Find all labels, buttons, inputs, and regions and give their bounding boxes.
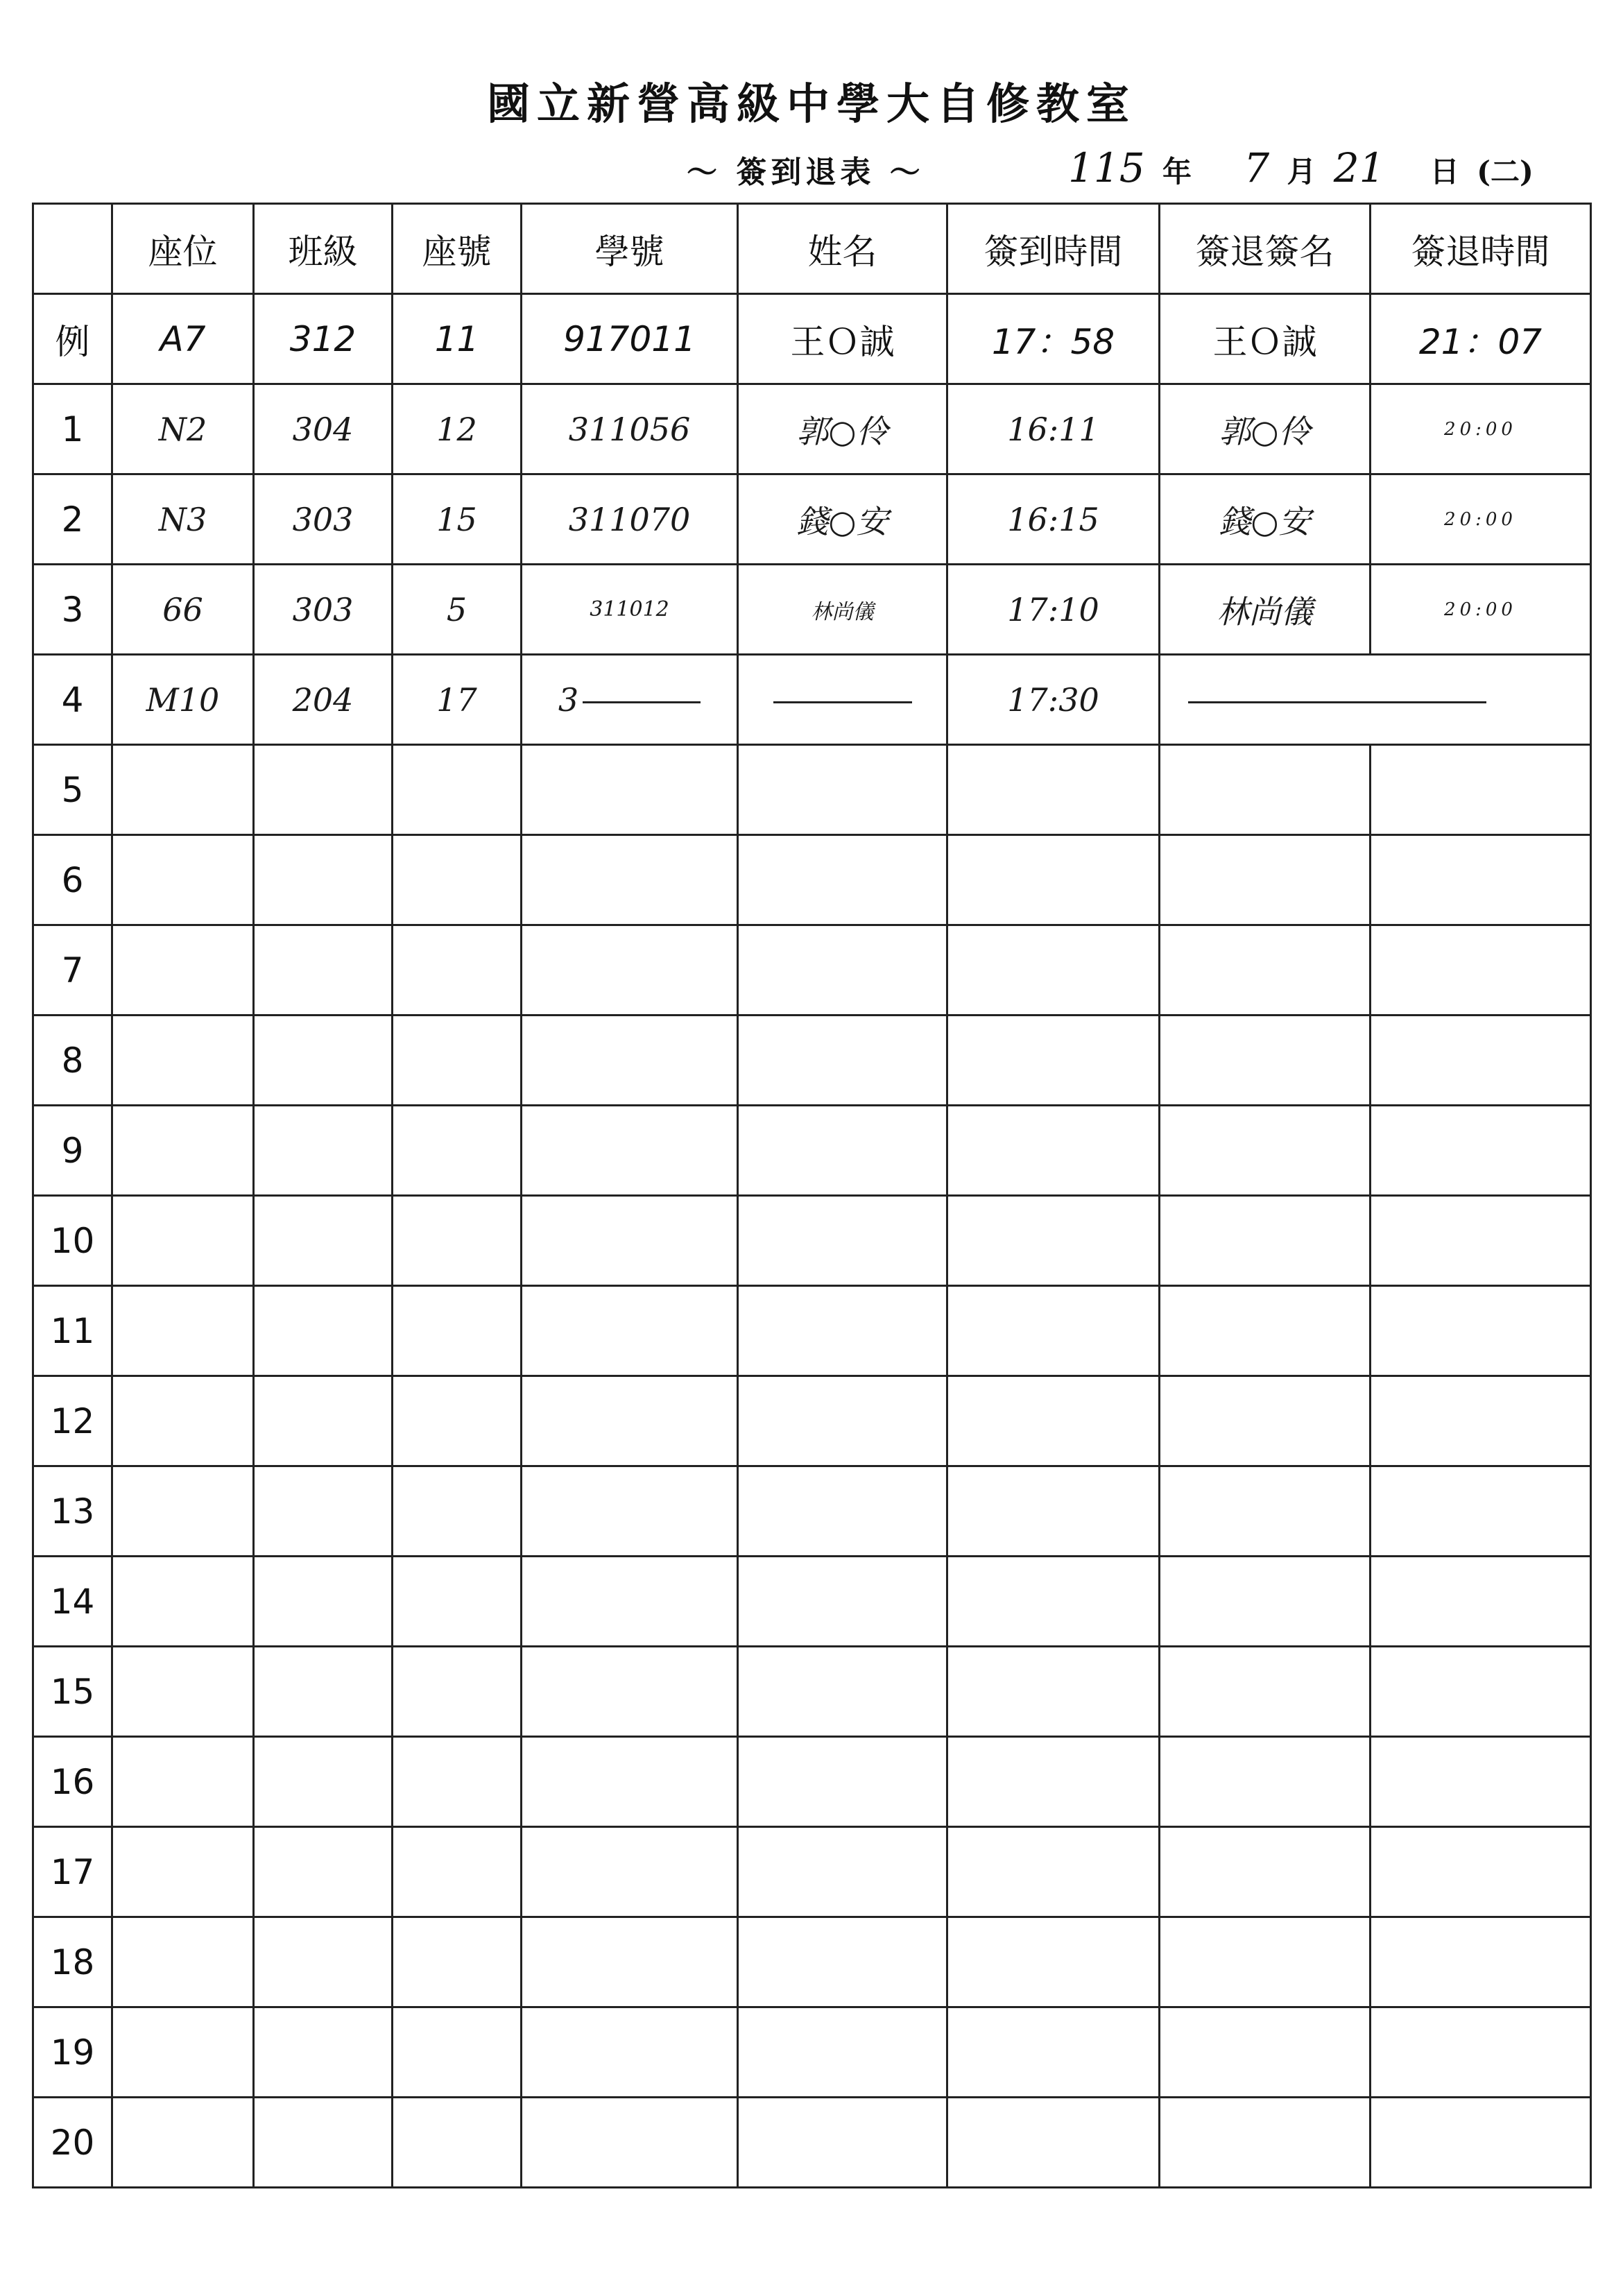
cell-student-id[interactable] — [522, 655, 738, 745]
cell-checkin[interactable] — [947, 1106, 1160, 1196]
table-row — [33, 1737, 1591, 1827]
row-number: 14 — [33, 1557, 112, 1647]
cell-seat-no[interactable] — [393, 1917, 522, 2007]
cell-checkin[interactable] — [947, 2098, 1160, 2188]
cell-seat[interactable] — [112, 1917, 254, 2007]
header-name: 姓名 — [738, 204, 947, 294]
table-row — [33, 474, 1591, 565]
header-class: 班級 — [254, 204, 393, 294]
cell-name[interactable] — [738, 1016, 947, 1106]
example-signout-name: 王Ｏ誠 — [1160, 294, 1371, 384]
row-number: 12 — [33, 1376, 112, 1466]
cell-checkout[interactable]: 20:00 — [1371, 384, 1591, 474]
cell-seat[interactable] — [112, 745, 254, 835]
date-day-unit: 日 — [1429, 155, 1459, 189]
cell-checkout[interactable] — [1371, 1647, 1591, 1737]
cell-checkin[interactable] — [947, 925, 1160, 1016]
cell-seat[interactable] — [112, 1376, 254, 1466]
cell-checkin[interactable]: 17:10 — [947, 565, 1160, 655]
cell-checkout[interactable] — [1371, 1196, 1591, 1286]
cell-checkout[interactable] — [1371, 2007, 1591, 2098]
cell-checkin[interactable]: 16:11 — [947, 384, 1160, 474]
cell-class[interactable] — [254, 1466, 393, 1557]
cell-seat-no[interactable] — [393, 925, 522, 1016]
cell-class[interactable]: 303 — [254, 565, 393, 655]
row-number: 15 — [33, 1647, 112, 1737]
cell-seat[interactable] — [112, 2098, 254, 2188]
cell-seat-no[interactable] — [393, 2098, 522, 2188]
example-seat: A7 — [112, 294, 254, 384]
cell-seat[interactable] — [112, 925, 254, 1016]
cell-name[interactable] — [738, 1647, 947, 1737]
table-row — [33, 835, 1591, 925]
example-student-id: 917011 — [522, 294, 738, 384]
cell-signout-name[interactable] — [1160, 1827, 1371, 1917]
table-row — [33, 1557, 1591, 1647]
cell-class[interactable] — [254, 1827, 393, 1917]
cell-seat-no[interactable] — [393, 1647, 522, 1737]
cell-seat-no[interactable] — [393, 1016, 522, 1106]
cell-student-id[interactable] — [522, 1106, 738, 1196]
cell-checkout[interactable] — [1371, 835, 1591, 925]
cell-checkin[interactable] — [947, 1196, 1160, 1286]
cell-student-id[interactable]: 311070 — [522, 474, 738, 565]
table-row — [33, 1917, 1591, 2007]
cell-student-id[interactable] — [522, 1827, 738, 1917]
table-row — [33, 1376, 1591, 1466]
cell-checkin[interactable] — [947, 745, 1160, 835]
cell-signout-name[interactable]: 林尚儀 — [1160, 565, 1371, 655]
cell-seat[interactable] — [112, 1286, 254, 1376]
cell-checkin[interactable]: 16:15 — [947, 474, 1160, 565]
cell-student-id[interactable] — [522, 745, 738, 835]
cell-seat[interactable] — [112, 835, 254, 925]
header-checkout-time: 簽退時間 — [1371, 204, 1591, 294]
row-number: 7 — [33, 925, 112, 1016]
cell-class[interactable]: 204 — [254, 655, 393, 745]
cell-seat-no[interactable] — [393, 745, 522, 835]
header-student-id: 學號 — [522, 204, 738, 294]
header-checkin-time: 簽到時間 — [947, 204, 1160, 294]
cell-seat-no[interactable] — [393, 1286, 522, 1376]
cell-student-id[interactable] — [522, 2007, 738, 2098]
cell-name[interactable]: 郭○伶 — [738, 384, 947, 474]
cell-checkin[interactable] — [947, 1286, 1160, 1376]
table-row — [33, 2098, 1591, 2188]
table-row — [33, 1647, 1591, 1737]
cell-name[interactable] — [738, 925, 947, 1016]
cell-name[interactable] — [738, 745, 947, 835]
cell-checkout[interactable] — [1371, 1016, 1591, 1106]
cell-seat-no[interactable]: 12 — [393, 384, 522, 474]
example-name: 王Ｏ誠 — [738, 294, 947, 384]
header-seat: 座位 — [112, 204, 254, 294]
cell-name[interactable] — [738, 1376, 947, 1466]
example-row — [33, 294, 1591, 384]
cell-checkout[interactable]: 20:00 — [1371, 565, 1591, 655]
cell-seat[interactable] — [112, 1827, 254, 1917]
cell-seat-no[interactable] — [393, 1737, 522, 1827]
date-weekday: (二) — [1477, 155, 1534, 189]
cell-student-id[interactable] — [522, 1647, 738, 1737]
cell-seat-no[interactable] — [393, 1557, 522, 1647]
cell-seat[interactable] — [112, 1737, 254, 1827]
cell-signout-name[interactable] — [1160, 1557, 1371, 1647]
table-row — [33, 565, 1591, 655]
cell-name[interactable] — [738, 1286, 947, 1376]
row-number: 6 — [33, 835, 112, 925]
cell-signout-name[interactable] — [1160, 1106, 1371, 1196]
cell-checkout[interactable] — [1371, 1917, 1591, 2007]
cell-seat-no[interactable]: 17 — [393, 655, 522, 745]
cell-student-id[interactable] — [522, 1737, 738, 1827]
table-row — [33, 925, 1591, 1016]
cell-checkin[interactable] — [947, 1466, 1160, 1557]
cell-seat-no[interactable] — [393, 1376, 522, 1466]
date-year: 115 — [1068, 144, 1145, 191]
cell-checkout[interactable] — [1371, 1376, 1591, 1466]
cell-signout-name[interactable]: 郭○伶 — [1160, 384, 1371, 474]
cell-signout-name[interactable]: 錢○安 — [1160, 474, 1371, 565]
table-row — [33, 655, 1591, 745]
cell-class[interactable] — [254, 2098, 393, 2188]
cell-student-id[interactable] — [522, 1196, 738, 1286]
cell-student-id[interactable] — [522, 1557, 738, 1647]
table-row — [33, 1196, 1591, 1286]
row-number: 17 — [33, 1827, 112, 1917]
cell-signout-name[interactable] — [1160, 1466, 1371, 1557]
cell-checkout[interactable] — [1371, 1737, 1591, 1827]
row-number: 16 — [33, 1737, 112, 1827]
table-row — [33, 2007, 1591, 2098]
cell-seat[interactable] — [112, 1466, 254, 1557]
cell-class[interactable] — [254, 1557, 393, 1647]
cell-student-id[interactable]: 311012 — [522, 565, 738, 655]
cell-class[interactable] — [254, 1917, 393, 2007]
cell-checkout[interactable] — [1371, 1557, 1591, 1647]
row-number: 13 — [33, 1466, 112, 1557]
cell-class[interactable] — [254, 835, 393, 925]
example-label: 例 — [33, 294, 112, 384]
example-checkout: 21：07 — [1371, 294, 1591, 384]
cell-class[interactable] — [254, 1196, 393, 1286]
cell-class[interactable] — [254, 1016, 393, 1106]
cell-seat[interactable]: N2 — [112, 384, 254, 474]
row-number: 4 — [33, 655, 112, 745]
cell-name[interactable] — [738, 2007, 947, 2098]
cell-checkin[interactable] — [947, 1557, 1160, 1647]
example-class: 312 — [254, 294, 393, 384]
cell-signout-name[interactable] — [1160, 745, 1371, 835]
cell-checkin[interactable] — [947, 1917, 1160, 2007]
cell-name[interactable]: 林尚儀 — [738, 565, 947, 655]
cell-name[interactable] — [738, 1106, 947, 1196]
cell-name[interactable] — [738, 835, 947, 925]
sheet-subtitle: ～ 簽到退表 ～ — [687, 155, 925, 190]
cell-signout-name[interactable] — [1160, 835, 1371, 925]
cell-seat[interactable]: 66 — [112, 565, 254, 655]
cell-seat[interactable] — [112, 2007, 254, 2098]
cell-checkout[interactable] — [1371, 1827, 1591, 1917]
header-signout-name: 簽退簽名 — [1160, 204, 1371, 294]
table-row — [33, 1827, 1591, 1917]
cell-seat-no[interactable]: 5 — [393, 565, 522, 655]
cell-class[interactable] — [254, 1376, 393, 1466]
student-id-scribble: 3 — [558, 680, 579, 719]
row-number: 1 — [33, 384, 112, 474]
row-number: 5 — [33, 745, 112, 835]
cell-signout-dash[interactable] — [1160, 655, 1591, 745]
cell-checkin[interactable] — [947, 1737, 1160, 1827]
cell-seat-no[interactable] — [393, 1106, 522, 1196]
cell-seat[interactable] — [112, 1647, 254, 1737]
cell-seat-no[interactable] — [393, 835, 522, 925]
cell-checkin[interactable] — [947, 1376, 1160, 1466]
cell-checkout[interactable] — [1371, 925, 1591, 1016]
cell-checkout[interactable] — [1371, 1466, 1591, 1557]
cell-name[interactable] — [738, 655, 947, 745]
date-year-unit: 年 — [1162, 155, 1192, 189]
date-day: 21 — [1333, 144, 1385, 191]
cell-checkout[interactable] — [1371, 1106, 1591, 1196]
row-number: 9 — [33, 1106, 112, 1196]
cell-checkout[interactable]: 20:00 — [1371, 474, 1591, 565]
cell-seat[interactable] — [112, 1196, 254, 1286]
signout-dash-mark — [1188, 701, 1486, 703]
table-row — [33, 1016, 1591, 1106]
cell-signout-name[interactable] — [1160, 1376, 1371, 1466]
cell-student-id[interactable]: 311056 — [522, 384, 738, 474]
cell-class[interactable]: 303 — [254, 474, 393, 565]
cell-student-id[interactable] — [522, 1376, 738, 1466]
cell-checkout[interactable] — [1371, 1286, 1591, 1376]
row-number: 18 — [33, 1917, 112, 2007]
cell-checkin[interactable] — [947, 1647, 1160, 1737]
cell-student-id[interactable] — [522, 835, 738, 925]
date-line — [1068, 144, 1534, 191]
cell-seat-no[interactable] — [393, 2007, 522, 2098]
cell-seat[interactable] — [112, 1106, 254, 1196]
cell-signout-name[interactable] — [1160, 1737, 1371, 1827]
header-seat-no: 座號 — [393, 204, 522, 294]
cell-signout-name[interactable] — [1160, 2007, 1371, 2098]
cell-student-id[interactable] — [522, 925, 738, 1016]
cell-class[interactable] — [254, 1106, 393, 1196]
row-number: 2 — [33, 474, 112, 565]
cell-class[interactable] — [254, 2007, 393, 2098]
cell-checkin[interactable] — [947, 835, 1160, 925]
row-number: 8 — [33, 1016, 112, 1106]
cell-name[interactable] — [738, 1827, 947, 1917]
row-number: 20 — [33, 2098, 112, 2188]
scribble-mark — [583, 701, 701, 703]
cell-signout-name[interactable] — [1160, 1647, 1371, 1737]
cell-seat[interactable]: N3 — [112, 474, 254, 565]
cell-name[interactable] — [738, 1466, 947, 1557]
cell-checkout[interactable] — [1371, 745, 1591, 835]
cell-student-id[interactable] — [522, 1917, 738, 2007]
cell-seat-no[interactable] — [393, 1466, 522, 1557]
cell-seat[interactable] — [112, 1557, 254, 1647]
cell-class[interactable] — [254, 1286, 393, 1376]
cell-checkin[interactable]: 17:30 — [947, 655, 1160, 745]
table-row — [33, 384, 1591, 474]
cell-signout-name[interactable] — [1160, 1286, 1371, 1376]
name-dash-mark — [773, 701, 912, 703]
cell-seat-no[interactable] — [393, 1196, 522, 1286]
row-number: 11 — [33, 1286, 112, 1376]
cell-student-id[interactable] — [522, 1016, 738, 1106]
cell-name[interactable] — [738, 1917, 947, 2007]
cell-signout-name[interactable] — [1160, 1196, 1371, 1286]
cell-signout-name[interactable] — [1160, 1016, 1371, 1106]
cell-class[interactable]: 304 — [254, 384, 393, 474]
row-number: 3 — [33, 565, 112, 655]
cell-signout-name[interactable] — [1160, 2098, 1371, 2188]
cell-checkin[interactable] — [947, 2007, 1160, 2098]
table-row — [33, 745, 1591, 835]
example-seat-no: 11 — [393, 294, 522, 384]
sign-in-table — [32, 203, 1592, 2188]
row-number: 19 — [33, 2007, 112, 2098]
cell-name[interactable] — [738, 1557, 947, 1647]
cell-signout-name[interactable] — [1160, 1917, 1371, 2007]
cell-name[interactable] — [738, 1196, 947, 1286]
cell-student-id[interactable] — [522, 1286, 738, 1376]
cell-checkin[interactable] — [947, 1827, 1160, 1917]
cell-class[interactable] — [254, 745, 393, 835]
cell-name[interactable] — [738, 2098, 947, 2188]
cell-student-id[interactable] — [522, 1466, 738, 1557]
cell-seat[interactable] — [112, 1016, 254, 1106]
table-row — [33, 1466, 1591, 1557]
example-checkin: 17：58 — [947, 294, 1160, 384]
date-month-unit: 月 — [1287, 155, 1316, 189]
header-row — [33, 204, 1591, 294]
table-row — [33, 1106, 1591, 1196]
cell-class[interactable] — [254, 1737, 393, 1827]
cell-seat-no[interactable] — [393, 1827, 522, 1917]
cell-student-id[interactable] — [522, 2098, 738, 2188]
cell-checkin[interactable] — [947, 1016, 1160, 1106]
page-title: 國立新營高級中學大自修教室 — [486, 78, 1136, 129]
cell-class[interactable] — [254, 925, 393, 1016]
row-number: 10 — [33, 1196, 112, 1286]
table-row — [33, 1286, 1591, 1376]
header-index — [33, 204, 112, 294]
cell-signout-name[interactable] — [1160, 925, 1371, 1016]
cell-seat-no[interactable]: 15 — [393, 474, 522, 565]
date-month: 7 — [1244, 144, 1270, 191]
cell-checkout[interactable] — [1371, 2098, 1591, 2188]
cell-seat[interactable]: M10 — [112, 655, 254, 745]
cell-name[interactable]: 錢○安 — [738, 474, 947, 565]
cell-name[interactable] — [738, 1737, 947, 1827]
cell-class[interactable] — [254, 1647, 393, 1737]
